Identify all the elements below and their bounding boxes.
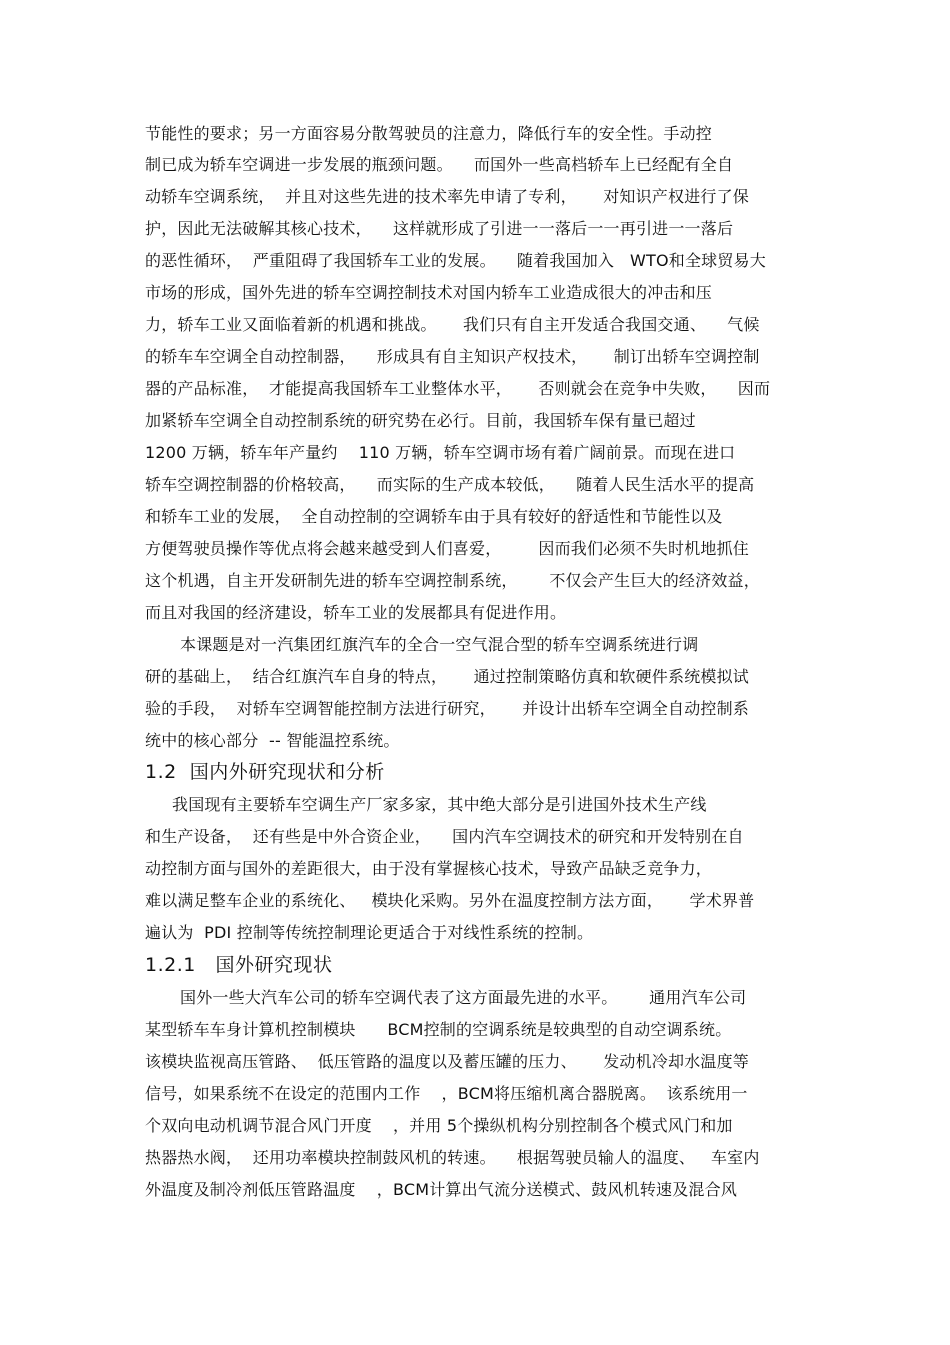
paragraph-line: 节能性的要求；另一方面容易分散驾驶员的注意力，降低行车的安全性。手动控 (145, 124, 713, 143)
paragraph-line: 力，轿车工业又面临着新的机遇和挑战。 我们只有自主开发适合我国交通、 气候 (145, 315, 760, 334)
paragraph-line: 本课题是对一汽集团红旗汽车的全合一空气混合型的轿车空调系统进行调 (180, 635, 699, 654)
paragraph-line: 验的手段， 对轿车空调智能控制方法进行研究， 并设计出轿车空调全自动控制系 (145, 699, 750, 718)
paragraph-line: 的恶性循环， 严重阻碍了我国轿车工业的发展。 随着我国加入 WTO和全球贸易大 (145, 251, 766, 270)
paragraph-line: 研的基础上， 结合红旗汽车自身的特点， 通过控制策略仿真和软硬件系统模拟试 (145, 667, 750, 686)
paragraph-line: 信号，如果系统不在设定的范围内工作 ，BCM将压缩机离合器脱离。 该系统用一 (145, 1084, 748, 1103)
paragraph-line: 难以满足整车企业的系统化、 模块化采购。另外在温度控制方法方面， 学术界普 (145, 891, 755, 910)
paragraph-line: 方便驾驶员操作等优点将会越来越受到人们喜爱， 因而我们必须不失时机地抓住 (145, 539, 750, 558)
paragraph-line: 动轿车空调系统， 并且对这些先进的技术率先申请了专利， 对知识产权进行了保 (145, 187, 750, 206)
paragraph-line: 国外一些大汽车公司的轿车空调代表了这方面最先进的水平。 通用汽车公司 (180, 988, 747, 1007)
paragraph-line: 市场的形成，国外先进的轿车空调控制技术对国内轿车工业造成很大的冲击和压 (145, 283, 713, 302)
paragraph-line: 1200 万辆，轿车年产量约 110 万辆，轿车空调市场有着广阔前景。而现在进口 (145, 443, 736, 462)
paragraph-line: 器的产品标准， 才能提高我国轿车工业整体水平， 否则就会在竞争中失败， 因而 (145, 379, 771, 398)
section-heading-1-2-1: 1.2.1 国外研究现状 (145, 954, 333, 976)
paragraph-line: 护，因此无法破解其核心技术， 这样就形成了引进一一落后一一再引进一一落后 (145, 219, 734, 238)
paragraph-line: 我国现有主要轿车空调生产厂家多家，其中绝大部分是引进国外技术生产线 (172, 795, 707, 814)
paragraph-line: 某型轿车车身计算机控制模块 BCM控制的空调系统是较典型的自动空调系统。 (145, 1020, 732, 1039)
paragraph-line: 和生产设备， 还有些是中外合资企业， 国内汽车空调技术的研究和开发特别在自 (145, 827, 744, 846)
paragraph-line: 和轿车工业的发展， 全自动控制的空调轿车由于具有较好的舒适性和节能性以及 (145, 507, 723, 526)
paragraph-line: 动控制方面与国外的差距很大，由于没有掌握核心技术，导致产品缺乏竞争力， (145, 859, 713, 878)
section-heading-1-2: 1.2 国内外研究现状和分析 (145, 761, 385, 783)
paragraph-line: 的轿车车空调全自动控制器， 形成具有自主知识产权技术， 制订出轿车空调控制 (145, 347, 760, 366)
paragraph-line: 遍认为 PDI 控制等传统控制理论更适合于对线性系统的控制。 (145, 923, 594, 942)
paragraph-line: 这个机遇，自主开发研制先进的轿车空调控制系统， 不仅会产生巨大的经济效益， (145, 571, 760, 590)
paragraph-line: 统中的核心部分 -- 智能温控系统。 (145, 731, 400, 750)
paragraph-line: 热器热水阀， 还用功率模块控制鼓风机的转速。 根据驾驶员输人的温度、 车室内 (145, 1148, 760, 1167)
paragraph-line: 而且对我国的经济建设，轿车工业的发展都具有促进作用。 (145, 603, 567, 622)
paragraph-line: 加紧轿车空调全自动控制系统的研究势在必行。目前，我国轿车保有量已超过 (145, 411, 696, 430)
paragraph-line: 外温度及制冷剂低压管路温度 ，BCM计算出气流分送模式、鼓风机转速及混合风 (145, 1180, 738, 1199)
paragraph-line: 个双向电动机调节混合风门开度 ，并用 5个操纵机构分别控制各个模式风门和加 (145, 1116, 733, 1135)
paragraph-line: 该模块监视高压管路、 低压管路的温度以及蓄压罐的压力、 发动机冷却水温度等 (145, 1052, 750, 1071)
paragraph-line: 轿车空调控制器的价格较高， 而实际的生产成本较低， 随着人民生活水平的提高 (145, 475, 755, 494)
paragraph-line: 制已成为轿车空调进一步发展的瓶颈问题。 而国外一些高档轿车上已经配有全自 (145, 155, 734, 174)
